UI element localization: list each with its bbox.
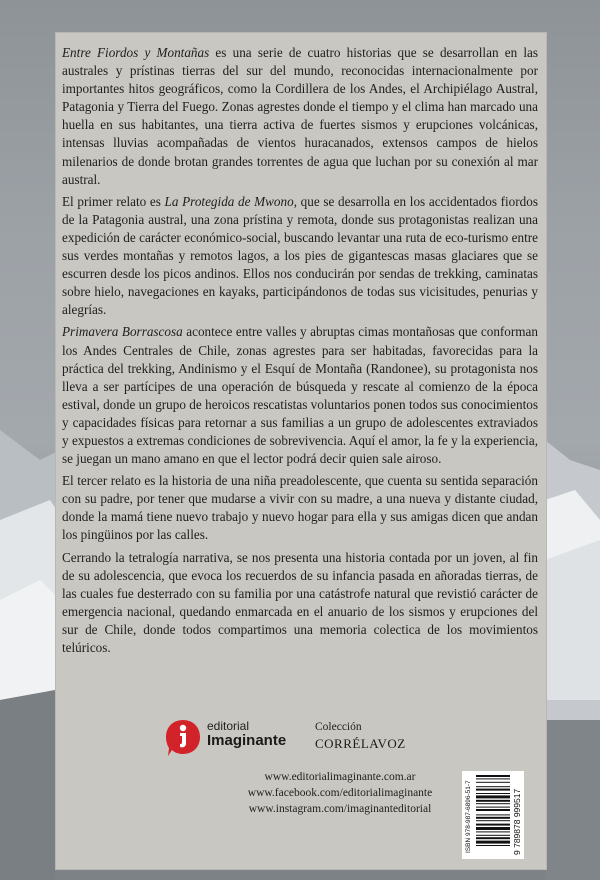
publisher-name: Imaginante [207,732,287,749]
barcode-bars [476,775,510,846]
barcode-bar [476,814,510,815]
barcode-bar [476,800,510,802]
paragraph-4: El tercer relato es la historia de una niña preadolescente, que cuenta su sentida separación con su padre, por tener que mudarse a vivir con su madre, a una nueva y distante ciudad, donde la mamá tiene nuevo trabajo y nuevo hogar para ella y sus amigas dicen que andan los pingüinos por las calles. [62,473,538,543]
barcode-bar [476,775,510,777]
story-title-2: Primavera Borrascosa [62,324,183,340]
publisher-label: editorial [207,719,250,733]
barcode-bar [476,831,510,832]
book-title: Entre Fiordos y Montañas [62,45,210,60]
barcode-bar [476,809,510,811]
barcode-bar [476,820,510,821]
barcode-bar [476,782,510,783]
back-cover-text [62,44,538,661]
barcode-bar [476,824,510,826]
paragraph-1: Entre Fiordos y Montañas es una serie de cuatro historias que se desarrollan en las australes y prístinas tierras del sur del mundo, reconocidas internacionalmente por importantes hitos geográficos, como la Cordillera de los Andes, el Archipiélago Austral, Patagonia y Tierra del Fuego. Zonas agrestes donde el tiempo y el clima han marcado una huella en sus habitantes, una tierra activa de fuertes sismos y erupciones volcánicas, intensas lluvias acompañadas de vientos huracanados, extensos campos de hielos milenarios de donde brotan grandes torrentes de agua que luchan por su conexión al mar austral. [62,45,538,187]
barcode-bar [476,827,510,830]
barcode-bar [476,835,510,836]
barcode-image [462,771,524,859]
paragraph-2: El primer relato es La Protegida de Mwono, que se desarrolla en los accidentados fiordos de la Patagonia austral, una zona prístina y remota, donde sus protagonistas realizan una expedición de carácter económico-social, buscando levantar una ruta de eco-turismo entre sus verdes montañas y remotos lagos, a los pies de gigantescas masas glaciares que se escurren desde los picos andinos. Ellos nos conducirán por sendas de trekking, caminatas sobre hielo, navegaciones en kayaks, participándonos de todas sus vicisitudes, penurias y alegrías. [62,193,538,318]
isbn-text: ISBN 978-987-6896-51-7 [465,780,472,853]
publisher-block [163,717,443,759]
barcode-bar [476,786,510,787]
barcode-bar [476,789,510,791]
collection-name: CORRÉLAVOZ [315,736,406,751]
barcode-bar [476,807,510,808]
facebook-link[interactable]: www.facebook.com/editorialimaginante [247,787,433,799]
barcode-bar [476,845,510,846]
barcode-bar [476,795,510,798]
collection-label: Colección [315,721,362,733]
publisher-logo-icon [163,717,203,759]
barcode-bar [476,803,510,804]
isbn-barcode [462,771,524,859]
barcode-bar [476,778,510,779]
paragraph-3: Primavera Borrascosa acontece entre valles y abruptas cimas montañosas que conforman los Andes Centrales de Chile, zonas agrestes para ser habitadas, favorecidas para la práctica del trekking, Andinismo y el Esquí de Montaña (Randonee), su protagonista nos lleva a ser partícipes de una operación de búsqueda y rescate al comienzo de la época estival, donde un grupo de heroicos rescatistas voluntarios ponen todos sus conocimientos y capacidades físicas para retornar a sus familias a un grupo de adolescentes extraviados y expuestos a extremas condiciones de sobrevivencia. Aquí el amor, la fe y la experiencia, se juegan un mano amano en que el lector podrá decir quien sale airoso. [62,324,538,467]
website-link[interactable]: www.editorialimaginante.com.ar [264,771,416,783]
publisher-links [230,769,450,817]
barcode-bar [476,793,510,794]
story-title-1: La Protegida de Mwono [164,193,294,209]
barcode-bar [476,817,510,819]
barcode-bar [476,837,510,839]
paragraph-5: Cerrando la tetralogía narrativa, se nos presenta una historia contada por un joven, al fin de su adolescencia, que evoca los recuerdos de su infancia pasada en añoradas tierras, de las cuales fue desterrado con su familia por una catástrofe natural que revistió carácter de emergencia nacional, quedando enmarcada en el anuario de los sismos y erupciones del sur de Chile, donde todos compartimos una memoria colectica de los movimientos telúricos. [62,549,538,655]
instagram-link[interactable]: www.instagram.com/imaginanteditorial [248,803,432,815]
barcode-digits: 9 789878 999517 [512,788,522,855]
barcode-bar [476,841,510,844]
